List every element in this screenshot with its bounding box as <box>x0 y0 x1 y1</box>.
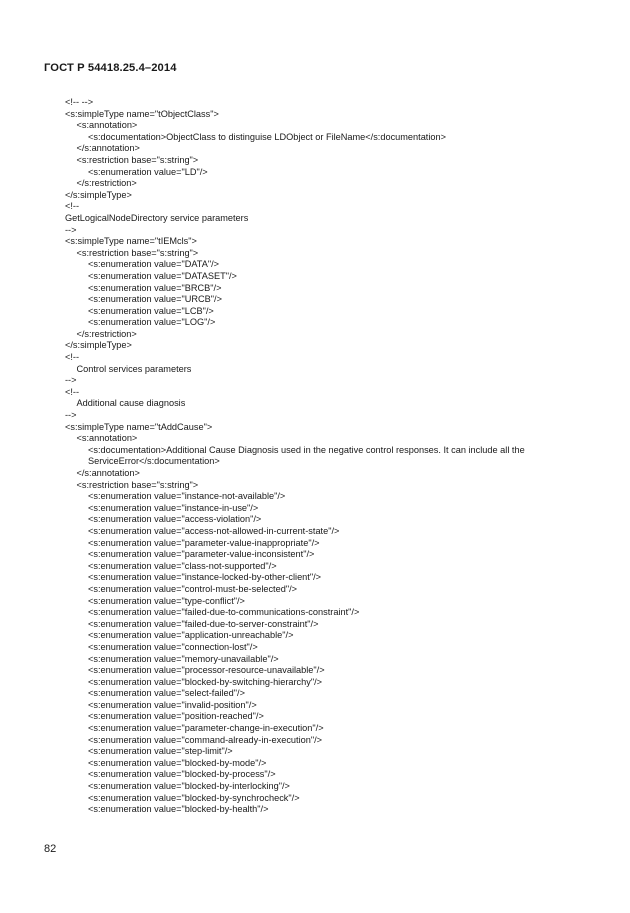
code-line: --> <box>65 410 77 421</box>
code-line: <s:enumeration value="blocked-by-synchrocheck"/> <box>88 792 300 803</box>
code-line: <s:simpleType name="tIEMcls"> <box>65 236 197 247</box>
code-line: <s:enumeration value="parameter-change-in-execution"/> <box>88 723 324 734</box>
code-line: <s:enumeration value="control-must-be-selected"/> <box>88 583 298 594</box>
code-line: <!-- <box>65 201 80 212</box>
code-line: <s:enumeration value="connection-lost"/> <box>88 641 258 652</box>
code-line: <s:enumeration value="memory-unavailable"/> <box>88 653 279 664</box>
code-line: <s:documentation>Additional Cause Diagnosis used in the negative control responses. It can include all the <box>88 444 525 455</box>
code-line: <s:restriction base="s:string"> <box>76 247 199 258</box>
code-line: <s:restriction base="s:string"> <box>76 479 199 490</box>
code-line: <!-- --> <box>65 97 94 107</box>
code-line: <s:documentation>ObjectClass to distinguise LDObject or FileName</s:documentation> <box>88 131 446 142</box>
code-line: Control services parameters <box>76 363 192 374</box>
code-line: <s:enumeration value="instance-locked-by-other-client"/> <box>88 572 322 583</box>
code-line: </s:restriction> <box>76 178 137 189</box>
code-line: <s:enumeration value="select-failed"/> <box>88 688 245 699</box>
code-line: </s:simpleType> <box>65 340 132 351</box>
code-line: <s:enumeration value="access-violation"/> <box>88 514 262 525</box>
code-line: <s:enumeration value="LD"/> <box>88 166 208 177</box>
code-line: <s:enumeration value="LCB"/> <box>88 305 214 316</box>
code-line: <s:enumeration value="DATA"/> <box>88 259 220 270</box>
code-line: <s:annotation> <box>76 433 138 444</box>
code-line: <s:enumeration value="command-already-in-execution"/> <box>88 734 323 745</box>
code-line: <s:enumeration value="step-limit"/> <box>88 746 233 757</box>
code-line: <s:enumeration value="URCB"/> <box>88 294 222 305</box>
code-line: <s:enumeration value="DATASET"/> <box>88 270 237 281</box>
code-line: <s:enumeration value="position-reached"/> <box>88 711 264 722</box>
code-line: <s:enumeration value="LOG"/> <box>88 317 216 328</box>
code-line: <s:enumeration value="instance-in-use"/> <box>88 502 259 513</box>
code-line: --> <box>65 375 77 386</box>
code-line: <s:annotation> <box>76 120 138 131</box>
code-line: <s:enumeration value="instance-not-available"/> <box>88 491 286 502</box>
code-line: <s:restriction base="s:string"> <box>76 154 199 165</box>
code-line: <s:enumeration value="processor-resource-unavailable"/> <box>88 665 325 676</box>
code-line: <s:enumeration value="application-unreachable"/> <box>88 630 294 641</box>
code-line: --> <box>65 224 77 235</box>
code-line: <s:enumeration value="type-conflict"/> <box>88 595 245 606</box>
code-line: Additional cause diagnosis <box>76 398 186 409</box>
code-line: ServiceError</s:documentation> <box>88 456 220 467</box>
code-line: </s:annotation> <box>76 468 140 478</box>
page-header: ГОСТ Р 54418.25.4–2014 <box>44 62 177 74</box>
code-line: <s:enumeration value="failed-due-to-communications-constraint"/> <box>88 607 360 618</box>
page-number: 82 <box>44 843 57 855</box>
code-line: </s:annotation> <box>76 143 140 154</box>
code-line: <s:enumeration value="blocked-by-process"/> <box>88 769 276 780</box>
code-line: </s:restriction> <box>76 328 137 339</box>
code-line: <s:simpleType name="tAddCause"> <box>65 421 213 432</box>
code-listing <box>65 97 605 816</box>
code-line: <s:enumeration value="access-not-allowed-in-current-state"/> <box>88 525 340 536</box>
code-line: <s:enumeration value="parameter-value-inappropriate"/> <box>88 537 320 548</box>
code-line: <!-- <box>65 352 80 363</box>
code-line: <s:enumeration value="blocked-by-switching-hierarchy"/> <box>88 676 323 687</box>
code-line: <s:enumeration value="BRCB"/> <box>88 282 222 293</box>
code-line: GetLogicalNodeDirectory service parameters <box>65 212 249 223</box>
code-line: <!-- <box>65 386 80 397</box>
code-line: <s:enumeration value="blocked-by-health"/> <box>88 804 269 815</box>
code-line: <s:enumeration value="blocked-by-interlocking"/> <box>88 781 290 792</box>
code-line: <s:enumeration value="blocked-by-mode"/> <box>88 757 267 768</box>
code-line: <s:enumeration value="parameter-value-inconsistent"/> <box>88 549 315 560</box>
code-line: <s:enumeration value="invalid-position"/> <box>88 699 257 710</box>
code-line: <s:enumeration value="class-not-supported"/> <box>88 560 277 571</box>
code-line: </s:simpleType> <box>65 189 132 200</box>
code-line: <s:simpleType name="tObjectClass"> <box>65 108 219 119</box>
code-line: <s:enumeration value="failed-due-to-server-constraint"/> <box>88 618 319 629</box>
